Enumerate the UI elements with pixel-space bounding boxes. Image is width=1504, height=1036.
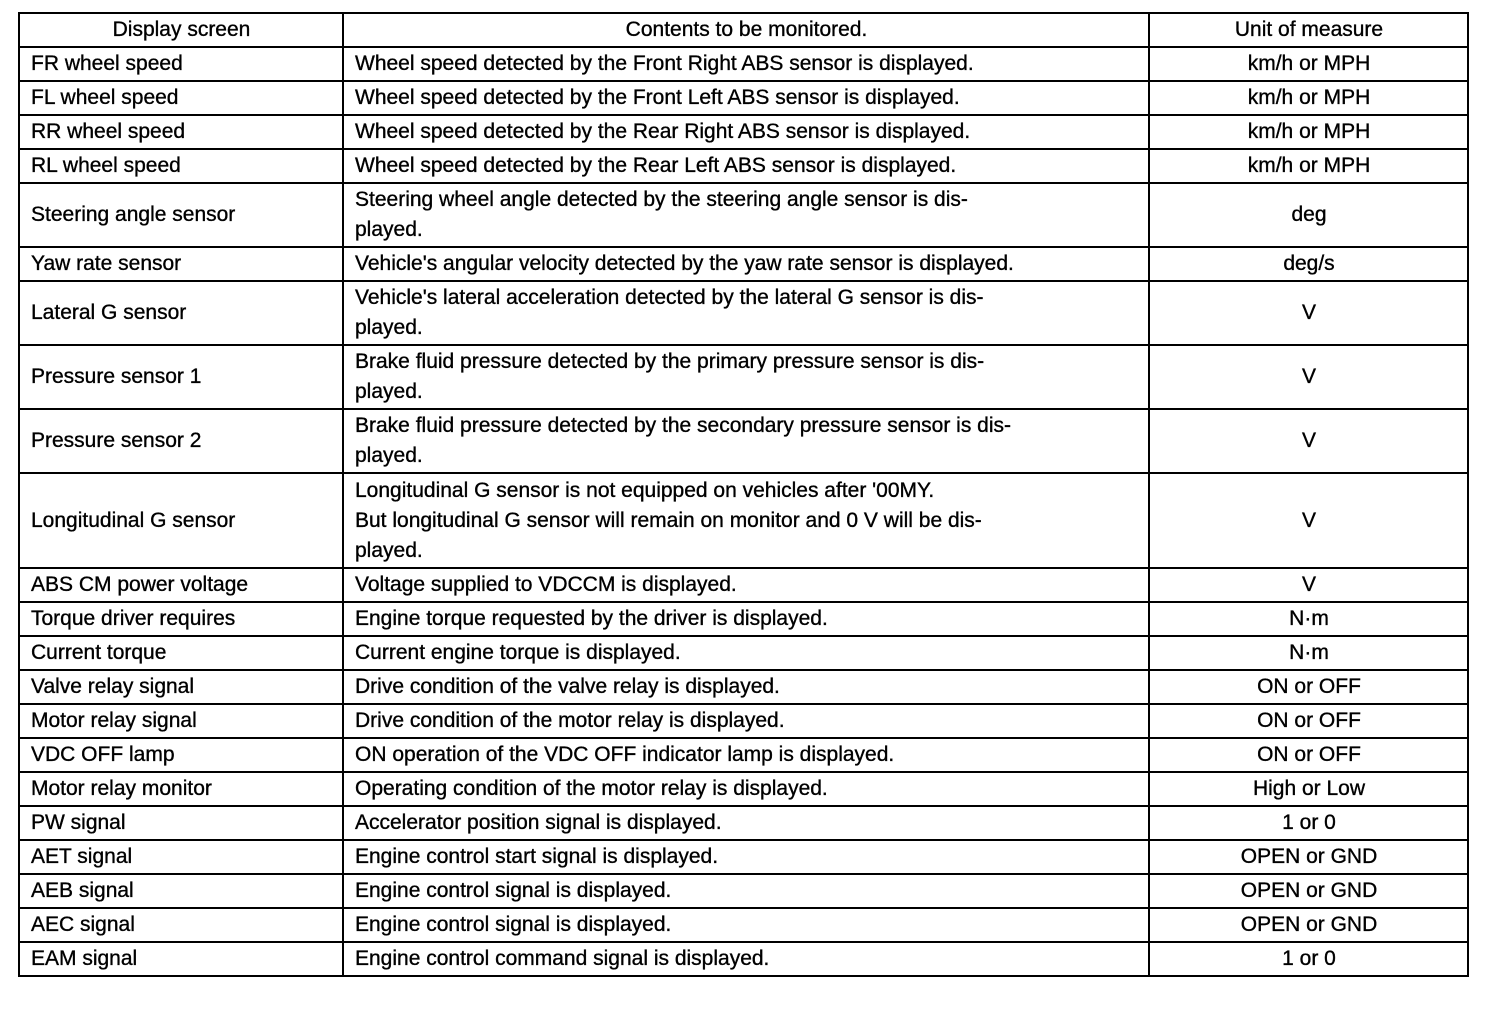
- display-screen-cell: VDC OFF lamp: [19, 738, 343, 772]
- contents-cell: [343, 806, 1149, 840]
- unit-cell: V: [1149, 281, 1468, 345]
- unit-cell: N·m: [1149, 636, 1468, 670]
- contents-cell: [343, 183, 1149, 247]
- contents-cell: [343, 81, 1149, 115]
- display-screen-cell: Motor relay monitor: [19, 772, 343, 806]
- unit-cell: km/h or MPH: [1149, 81, 1468, 115]
- contents-cell: [343, 772, 1149, 806]
- contents-cell: [343, 636, 1149, 670]
- contents-cell: [343, 670, 1149, 704]
- table-row: [19, 908, 1468, 942]
- unit-cell: deg/s: [1149, 247, 1468, 281]
- table-row: [19, 636, 1468, 670]
- display-screen-cell: RR wheel speed: [19, 115, 343, 149]
- contents-line: Current engine torque is displayed.: [355, 641, 681, 664]
- contents-line: Voltage supplied to VDCCM is displayed.: [355, 573, 737, 596]
- table-row: [19, 874, 1468, 908]
- contents-line: played.: [355, 218, 423, 241]
- contents-cell: [343, 704, 1149, 738]
- display-screen-cell: Valve relay signal: [19, 670, 343, 704]
- table-row: [19, 704, 1468, 738]
- contents-line: Accelerator position signal is displayed.: [355, 811, 722, 834]
- table-row: [19, 840, 1468, 874]
- contents-cell: [343, 409, 1149, 473]
- contents-cell: [343, 473, 1149, 568]
- display-screen-cell: AEC signal: [19, 908, 343, 942]
- unit-cell: 1 or 0: [1149, 942, 1468, 976]
- contents-cell: [343, 345, 1149, 409]
- display-screen-cell: Lateral G sensor: [19, 281, 343, 345]
- display-screen-cell: PW signal: [19, 806, 343, 840]
- display-screen-cell: Yaw rate sensor: [19, 247, 343, 281]
- table-row: [19, 345, 1468, 409]
- table-row: [19, 115, 1468, 149]
- display-screen-cell: RL wheel speed: [19, 149, 343, 183]
- table-row: [19, 942, 1468, 976]
- header-unit: Unit of measure: [1149, 13, 1468, 47]
- unit-cell: ON or OFF: [1149, 704, 1468, 738]
- contents-line: played.: [355, 380, 423, 403]
- unit-cell: km/h or MPH: [1149, 47, 1468, 81]
- contents-line: Engine torque requested by the driver is displayed.: [355, 607, 828, 630]
- unit-cell: ON or OFF: [1149, 738, 1468, 772]
- display-screen-cell: FR wheel speed: [19, 47, 343, 81]
- display-screen-cell: AEB signal: [19, 874, 343, 908]
- table-body: [19, 47, 1468, 976]
- display-screen-cell: AET signal: [19, 840, 343, 874]
- table-row: [19, 602, 1468, 636]
- unit-cell: km/h or MPH: [1149, 115, 1468, 149]
- display-screen-cell: FL wheel speed: [19, 81, 343, 115]
- contents-cell: [343, 942, 1149, 976]
- contents-cell: [343, 149, 1149, 183]
- monitor-items-table: [18, 12, 1469, 977]
- contents-line: Operating condition of the motor relay is displayed.: [355, 777, 828, 800]
- display-screen-cell: Torque driver requires: [19, 602, 343, 636]
- contents-cell: [343, 247, 1149, 281]
- contents-line: Brake fluid pressure detected by the primary pressure sensor is dis-: [355, 350, 985, 373]
- table-row: [19, 281, 1468, 345]
- unit-cell: OPEN or GND: [1149, 908, 1468, 942]
- contents-cell: [343, 47, 1149, 81]
- contents-cell: [343, 568, 1149, 602]
- contents-cell: [343, 115, 1149, 149]
- table-row: [19, 47, 1468, 81]
- table-row: [19, 670, 1468, 704]
- contents-line: Wheel speed detected by the Rear Right ABS sensor is displayed.: [355, 120, 971, 143]
- contents-line: Wheel speed detected by the Front Left ABS sensor is displayed.: [355, 86, 960, 109]
- table-row: [19, 568, 1468, 602]
- table-row: [19, 806, 1468, 840]
- contents-line: Engine control command signal is displayed.: [355, 947, 770, 970]
- unit-cell: deg: [1149, 183, 1468, 247]
- unit-cell: km/h or MPH: [1149, 149, 1468, 183]
- display-screen-cell: Longitudinal G sensor: [19, 473, 343, 568]
- contents-cell: [343, 840, 1149, 874]
- contents-line: Vehicle's angular velocity detected by the yaw rate sensor is displayed.: [355, 252, 1014, 275]
- contents-line: played.: [355, 444, 423, 467]
- contents-line: ON operation of the VDC OFF indicator lamp is displayed.: [355, 743, 895, 766]
- unit-cell: V: [1149, 345, 1468, 409]
- unit-cell: OPEN or GND: [1149, 874, 1468, 908]
- contents-cell: [343, 908, 1149, 942]
- table-header-row: [19, 13, 1468, 47]
- contents-cell: [343, 281, 1149, 345]
- unit-cell: V: [1149, 409, 1468, 473]
- display-screen-cell: Pressure sensor 2: [19, 409, 343, 473]
- display-screen-cell: Motor relay signal: [19, 704, 343, 738]
- table-row: [19, 473, 1468, 568]
- unit-cell: ON or OFF: [1149, 670, 1468, 704]
- unit-cell: N·m: [1149, 602, 1468, 636]
- display-screen-cell: EAM signal: [19, 942, 343, 976]
- contents-line: Brake fluid pressure detected by the secondary pressure sensor is dis-: [355, 414, 1011, 437]
- contents-cell: [343, 602, 1149, 636]
- contents-line: Wheel speed detected by the Front Right ABS sensor is displayed.: [355, 52, 974, 75]
- contents-line: Longitudinal G sensor is not equipped on vehicles after '00MY.: [355, 478, 935, 502]
- header-contents: Contents to be monitored.: [343, 13, 1149, 47]
- display-screen-cell: Pressure sensor 1: [19, 345, 343, 409]
- contents-line: Engine control signal is displayed.: [355, 879, 672, 902]
- contents-line: played.: [355, 538, 423, 562]
- table-row: [19, 81, 1468, 115]
- contents-line: Engine control signal is displayed.: [355, 913, 672, 936]
- contents-cell: [343, 738, 1149, 772]
- monitor-table-sheet: [18, 12, 1467, 977]
- table-row: [19, 772, 1468, 806]
- table-row: [19, 149, 1468, 183]
- unit-cell: 1 or 0: [1149, 806, 1468, 840]
- contents-line: played.: [355, 316, 423, 339]
- contents-line: Wheel speed detected by the Rear Left ABS sensor is displayed.: [355, 154, 957, 177]
- contents-line: Engine control start signal is displayed.: [355, 845, 719, 868]
- unit-cell: V: [1149, 568, 1468, 602]
- table-row: [19, 409, 1468, 473]
- header-display-screen: Display screen: [19, 13, 343, 47]
- display-screen-cell: Current torque: [19, 636, 343, 670]
- display-screen-cell: Steering angle sensor: [19, 183, 343, 247]
- unit-cell: High or Low: [1149, 772, 1468, 806]
- unit-cell: V: [1149, 473, 1468, 568]
- table-row: [19, 738, 1468, 772]
- contents-line: Drive condition of the valve relay is displayed.: [355, 675, 780, 698]
- table-row: [19, 183, 1468, 247]
- contents-line: Vehicle's lateral acceleration detected by the lateral G sensor is dis-: [355, 286, 984, 309]
- contents-line: But longitudinal G sensor will remain on monitor and 0 V will be dis-: [355, 508, 982, 532]
- display-screen-cell: ABS CM power voltage: [19, 568, 343, 602]
- contents-line: Steering wheel angle detected by the steering angle sensor is dis-: [355, 188, 968, 211]
- contents-line: Drive condition of the motor relay is displayed.: [355, 709, 785, 732]
- table-row: [19, 247, 1468, 281]
- contents-cell: [343, 874, 1149, 908]
- unit-cell: OPEN or GND: [1149, 840, 1468, 874]
